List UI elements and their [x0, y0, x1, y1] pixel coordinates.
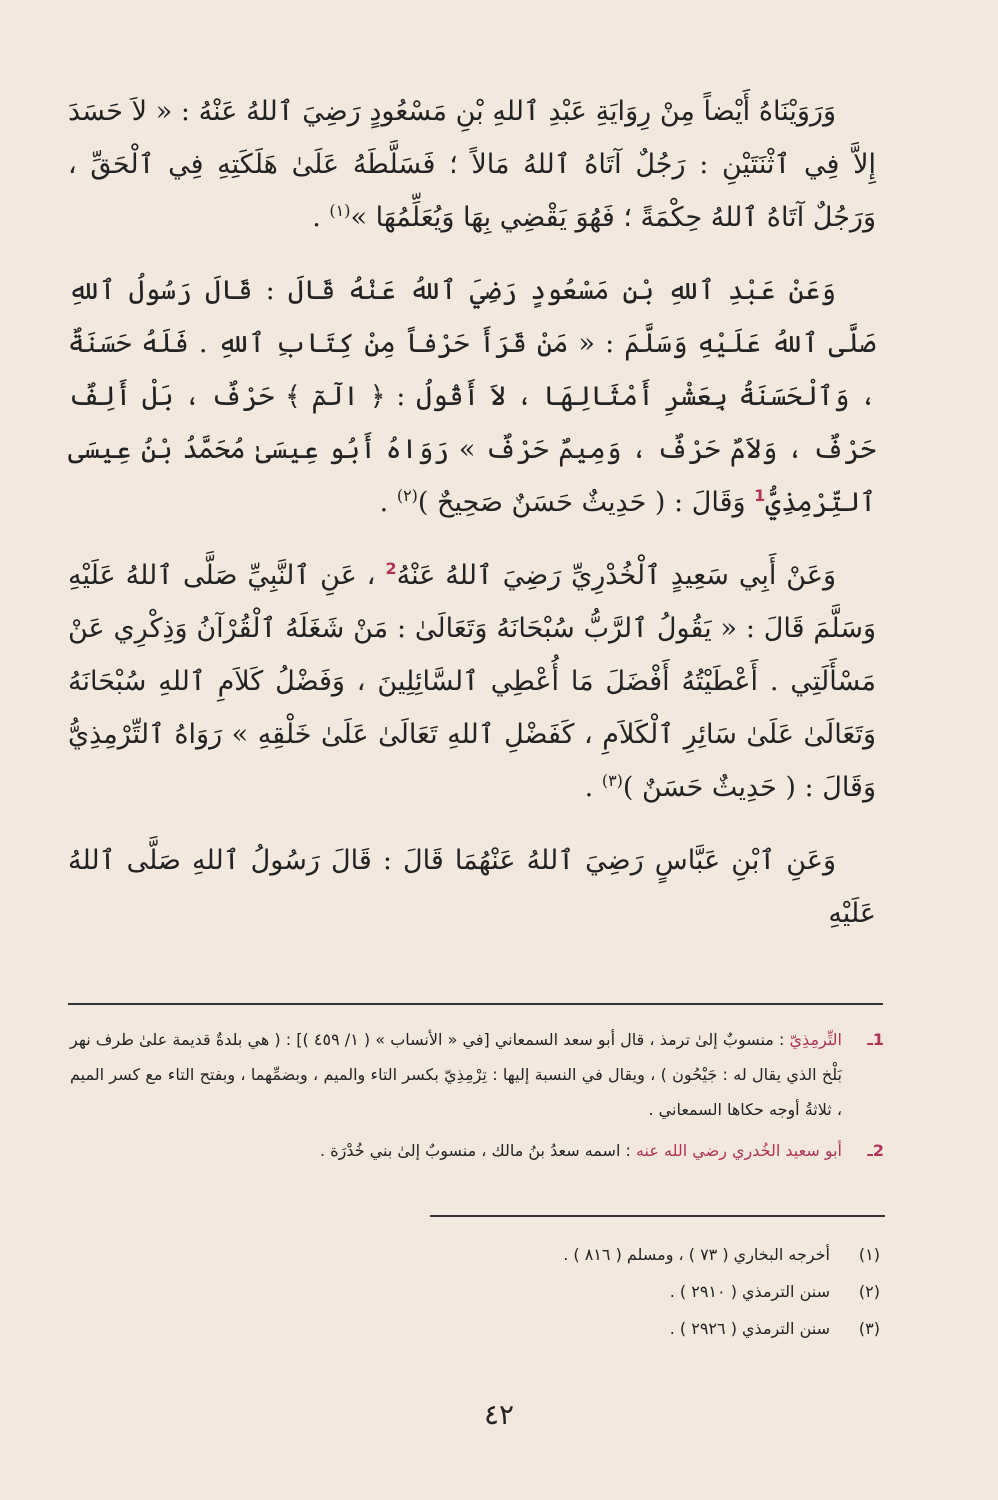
takhrij-ref-3: (٣)	[601, 771, 623, 790]
paragraph-3	[68, 549, 876, 814]
footnote-1-number: 1ـ	[867, 1030, 884, 1049]
takhrij-divider	[430, 1215, 885, 1217]
footnote-ref-1: 1	[754, 486, 766, 505]
takhrij-note-3	[80, 1310, 880, 1347]
paragraph-3-text-b: ، عَنِ ٱلنَّبِيِّ صَلَّى ٱللهُ عَلَيْهِ وَسَلَّمَ قَالَ : « يَقُولُ ٱلرَّبُّ سُبْحَانَهُ وَتَعَالَىٰ : مَنْ شَغَلَهُ ٱلْقُرْآنُ وَذِكْرِي عَنْ مَسْأَلَتِي . أَعْطَيْتُهُ أَفْضَلَ مَا أُعْطِي ٱلسَّائِلِينَ ، وَفَضْلُ كَلاَمِ ٱللهِ سُبْحَانَهُ وَتَعَالَىٰ عَلَىٰ سَائِرِ ٱلْكَلاَمِ ، كَفَضْلِ ٱللهِ تَعَالَىٰ عَلَىٰ خَلْقِهِ » رَوَاهُ ٱلتِّرْمِذِيُّ وَقَالَ : ( حَدِيثٌ حَسَنٌ )	[68, 560, 876, 803]
paragraph-3-end: .	[584, 772, 602, 803]
takhrij-note-3-number: (٣)	[858, 1319, 880, 1338]
takhrij-note-1-text: أخرجه البخاري ( ٧٣ ) ، ومسلم ( ٨١٦ ) .	[563, 1245, 830, 1264]
takhrij-note-2-text: سنن الترمذي ( ٢٩١٠ ) .	[669, 1282, 830, 1301]
paragraph-3-text-a: وَعَنْ أَبِي سَعِيدٍ ٱلْخُدْرِيِّ رَضِيَ ٱللهُ عَنْهُ	[396, 560, 836, 591]
paragraph-1	[68, 85, 876, 244]
footnote-1	[70, 1022, 884, 1127]
footnote-2-number: 2ـ	[867, 1141, 884, 1160]
paragraph-2-end: .	[379, 487, 397, 518]
paragraph-4-text: وَعَنِ ٱبْنِ عَبَّاسٍ رَضِيَ ٱللهُ عَنْهُمَا قَالَ : قَالَ رَسُولُ ٱللهِ صَلَّى ٱللهُ عَلَيْهِ	[68, 845, 876, 929]
paragraph-2-text-a: وَعَنْ عَبْدِ ٱللهِ بْنِ مَسْعُودٍ رَضِيَ ٱللهُ عَنْهُ قَالَ : قَالَ رَسُولُ ٱللهِ صَلَّى ٱللهُ عَلَيْهِ وَسَلَّمَ : « مَنْ قَرَأَ حَرْفاً مِنْ كِتَابِ ٱللهِ . فَلَهُ حَسَنَةٌ ، وَٱلْحَسَنَةُ بِعَشْرِ أَمْثَالِهَا ، لاَ أَقُولُ : ﴿ الٓمٓ ﴾ حَرْفٌ ، بَلْ أَلِفٌ حَرْفٌ ، وَلاَمٌ حَرْفٌ ، وَمِيمٌ حَرْفٌ » رَوَاهُ أَبُو عِيسَىٰ مُحَمَّدُ بْنُ عِيسَى ٱلتِّرْمِذِيُّ	[68, 275, 876, 518]
footnote-1-text: : منسوبٌ إلىٰ ترمذ ، قال أبو سعد السمعاني [في « الأنساب » ( ١/ ٤٥٩ )] : ( هي بلدةٌ قديمة علىٰ طرف نهر بَلْخ الذي يقال له : جَيْحُون ) ، ويقال في النسبة إليها : تِرْمِذِيّ بكسر التاء والميم ، وبضمِّهما ، وبفتح التاء مع كسر الميم ، ثلاثةُ أوجه حكاها السمعاني .	[70, 1030, 842, 1119]
takhrij-note-3-text: سنن الترمذي ( ٢٩٢٦ ) .	[669, 1319, 830, 1338]
paragraph-2-text-b: وَقَالَ : ( حَدِيثٌ حَسَنٌ صَحِيحٌ )	[417, 487, 755, 518]
footnote-divider	[68, 1003, 883, 1005]
footnotes	[70, 1022, 884, 1174]
paragraph-1-text: وَرَوَيْنَاهُ أَيْضاً مِنْ رِوَايَةِ عَبْدِ ٱللهِ بْنِ مَسْعُودٍ رَضِيَ ٱللهُ عَنْهُ : « لاَ حَسَدَ إِلاَّ فِي ٱثْنَتَيْنِ : رَجُلٌ آتَاهُ ٱللهُ مَالاً ؛ فَسَلَّطَهُ عَلَىٰ هَلَكَتِهِ فِي ٱلْحَقِّ ، وَرَجُلٌ آتَاهُ ٱللهُ حِكْمَةً ؛ فَهُوَ يَقْضِي بِهَا وَيُعَلِّمُهَا »	[68, 96, 876, 233]
footnote-1-heading: التِّرمِذِيّ	[789, 1030, 842, 1049]
takhrij-note-2	[80, 1273, 880, 1310]
takhrij-note-1-number: (١)	[858, 1245, 880, 1264]
footnote-ref-2: 2	[385, 559, 397, 578]
main-text-body	[68, 85, 876, 960]
takhrij-notes	[80, 1236, 880, 1347]
paragraph-4	[68, 834, 876, 940]
takhrij-note-1	[80, 1236, 880, 1273]
footnote-2	[70, 1133, 884, 1168]
takhrij-note-2-number: (٢)	[858, 1282, 880, 1301]
page-number: ٤٢	[483, 1398, 515, 1431]
takhrij-ref-2: (٢)	[396, 486, 418, 505]
paragraph-2	[68, 264, 876, 529]
takhrij-ref-1: (١)	[329, 201, 351, 220]
footnote-2-heading: أبو سعيد الخُدري رضي الله عنه	[635, 1141, 842, 1160]
footnote-2-text: : اسمه سعدُ بنُ مالك ، منسوبٌ إلىٰ بني خُدْرَة .	[320, 1141, 636, 1160]
paragraph-1-end: .	[312, 202, 330, 233]
